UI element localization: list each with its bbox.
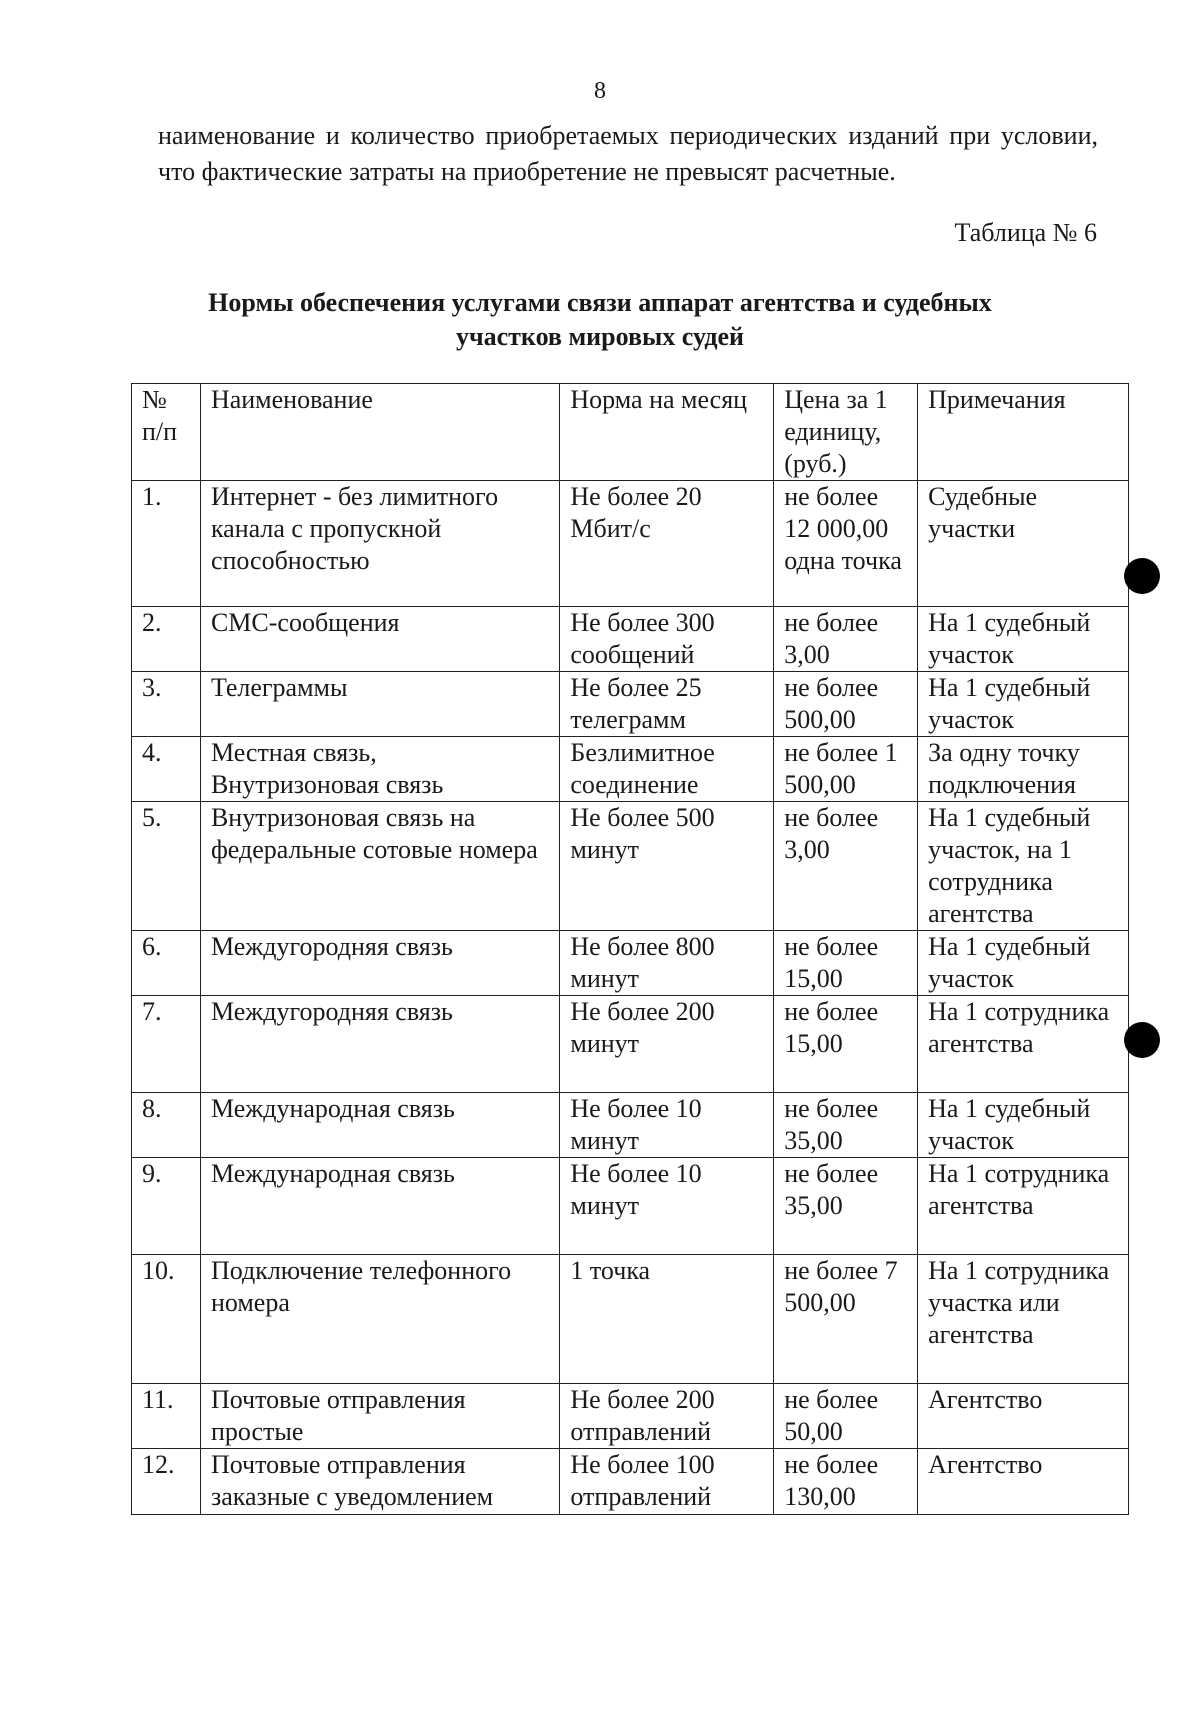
cell-price: не более 3,00 — [774, 802, 918, 931]
cell-price: не более 35,00 — [774, 1093, 918, 1158]
cell-num: 11. — [132, 1384, 201, 1449]
cell-num: 8. — [132, 1093, 201, 1158]
table-row — [132, 931, 1129, 996]
cell-notes: На 1 сотрудника агентства — [918, 996, 1129, 1093]
cell-name: Почтовые отправления простые — [200, 1384, 559, 1449]
cell-name: Местная связь, Внутризоновая связь — [200, 737, 559, 802]
cell-notes: На 1 судебный участок, на 1 сотрудника агентства — [918, 802, 1129, 931]
cell-norm: 1 точка — [560, 1255, 774, 1384]
header-notes: Примечания — [918, 384, 1129, 481]
table-row — [132, 737, 1129, 802]
table-label: Таблица № 6 — [954, 218, 1097, 247]
communication-norms-table — [131, 383, 1129, 1515]
cell-num: 7. — [132, 996, 201, 1093]
table-row — [132, 1255, 1129, 1384]
page-number: 8 — [594, 78, 606, 104]
cell-norm: Не более 10 минут — [560, 1093, 774, 1158]
cell-norm: Не более 100 отправлений — [560, 1449, 774, 1515]
cell-notes: На 1 сотрудника участка или агентства — [918, 1255, 1129, 1384]
cell-price: не более 1 500,00 — [774, 737, 918, 802]
cell-notes: На 1 судебный участок — [918, 672, 1129, 737]
table-row — [132, 607, 1129, 672]
cell-num: 9. — [132, 1158, 201, 1255]
table-header-row — [132, 384, 1129, 481]
cell-norm: Не более 300 сообщений — [560, 607, 774, 672]
cell-name: Телеграммы — [200, 672, 559, 737]
cell-num: 10. — [132, 1255, 201, 1384]
cell-num: 3. — [132, 672, 201, 737]
cell-notes: На 1 судебный участок — [918, 1093, 1129, 1158]
table-row — [132, 996, 1129, 1093]
cell-norm: Не более 800 минут — [560, 931, 774, 996]
cell-notes: На 1 сотрудника агентства — [918, 1158, 1129, 1255]
cell-price: не более 7 500,00 — [774, 1255, 918, 1384]
cell-name: Внутризоновая связь на федеральные сотовые номера — [200, 802, 559, 931]
cell-norm: Не более 25 телеграмм — [560, 672, 774, 737]
cell-notes: На 1 судебный участок — [918, 931, 1129, 996]
cell-num: 1. — [132, 481, 201, 607]
table-row — [132, 672, 1129, 737]
header-norm: Норма на месяц — [560, 384, 774, 481]
cell-notes: Судебные участки — [918, 481, 1129, 607]
cell-notes: За одну точку подключения — [918, 737, 1129, 802]
intro-paragraph: наименование и количество приобретаемых периодических изданий при условии, что фактические затраты на приобретение не превысят расчетные. — [158, 121, 1098, 186]
table-row — [132, 481, 1129, 607]
cell-name: СМС-сообщения — [200, 607, 559, 672]
cell-price: не более 50,00 — [774, 1384, 918, 1449]
punch-hole-mark — [1124, 1022, 1160, 1058]
cell-norm: Не более 200 минут — [560, 996, 774, 1093]
cell-name: Подключение телефонного номера — [200, 1255, 559, 1384]
punch-hole-mark — [1124, 558, 1160, 594]
table-title-line-1: Нормы обеспечения услугами связи аппарат агентства и судебных — [208, 288, 992, 317]
cell-name: Междугородняя связь — [200, 931, 559, 996]
table-row — [132, 1093, 1129, 1158]
cell-price: не более 500,00 — [774, 672, 918, 737]
cell-price: не более 35,00 — [774, 1158, 918, 1255]
cell-notes: Агентство — [918, 1384, 1129, 1449]
cell-num: 2. — [132, 607, 201, 672]
cell-notes: На 1 судебный участок — [918, 607, 1129, 672]
cell-price: не более 15,00 — [774, 931, 918, 996]
table-title — [0, 286, 1200, 354]
header-price: Цена за 1 единицу, (руб.) — [774, 384, 918, 481]
cell-price: не более 3,00 — [774, 607, 918, 672]
table-title-line-2: участков мировых судей — [455, 322, 745, 351]
table-row — [132, 1158, 1129, 1255]
cell-num: 4. — [132, 737, 201, 802]
cell-num: 5. — [132, 802, 201, 931]
cell-num: 6. — [132, 931, 201, 996]
table-row — [132, 1384, 1129, 1449]
cell-norm: Безлимитное соединение — [560, 737, 774, 802]
table-row — [132, 1449, 1129, 1515]
cell-num: 12. — [132, 1449, 201, 1515]
cell-notes: Агентство — [918, 1449, 1129, 1515]
table-row — [132, 802, 1129, 931]
cell-name: Почтовые отправления заказные с уведомлением — [200, 1449, 559, 1515]
cell-name: Международная связь — [200, 1093, 559, 1158]
cell-price: не более 12 000,00 одна точка — [774, 481, 918, 607]
cell-norm: Не более 10 минут — [560, 1158, 774, 1255]
cell-name: Междугородняя связь — [200, 996, 559, 1093]
cell-name: Интернет - без лимитного канала с пропускной способностью — [200, 481, 559, 607]
cell-norm: Не более 200 отправлений — [560, 1384, 774, 1449]
header-name: Наименование — [200, 384, 559, 481]
header-num: № п/п — [132, 384, 201, 481]
cell-price: не более 15,00 — [774, 996, 918, 1093]
cell-name: Международная связь — [200, 1158, 559, 1255]
cell-price: не более 130,00 — [774, 1449, 918, 1515]
cell-norm: Не более 20 Мбит/с — [560, 481, 774, 607]
cell-norm: Не более 500 минут — [560, 802, 774, 931]
